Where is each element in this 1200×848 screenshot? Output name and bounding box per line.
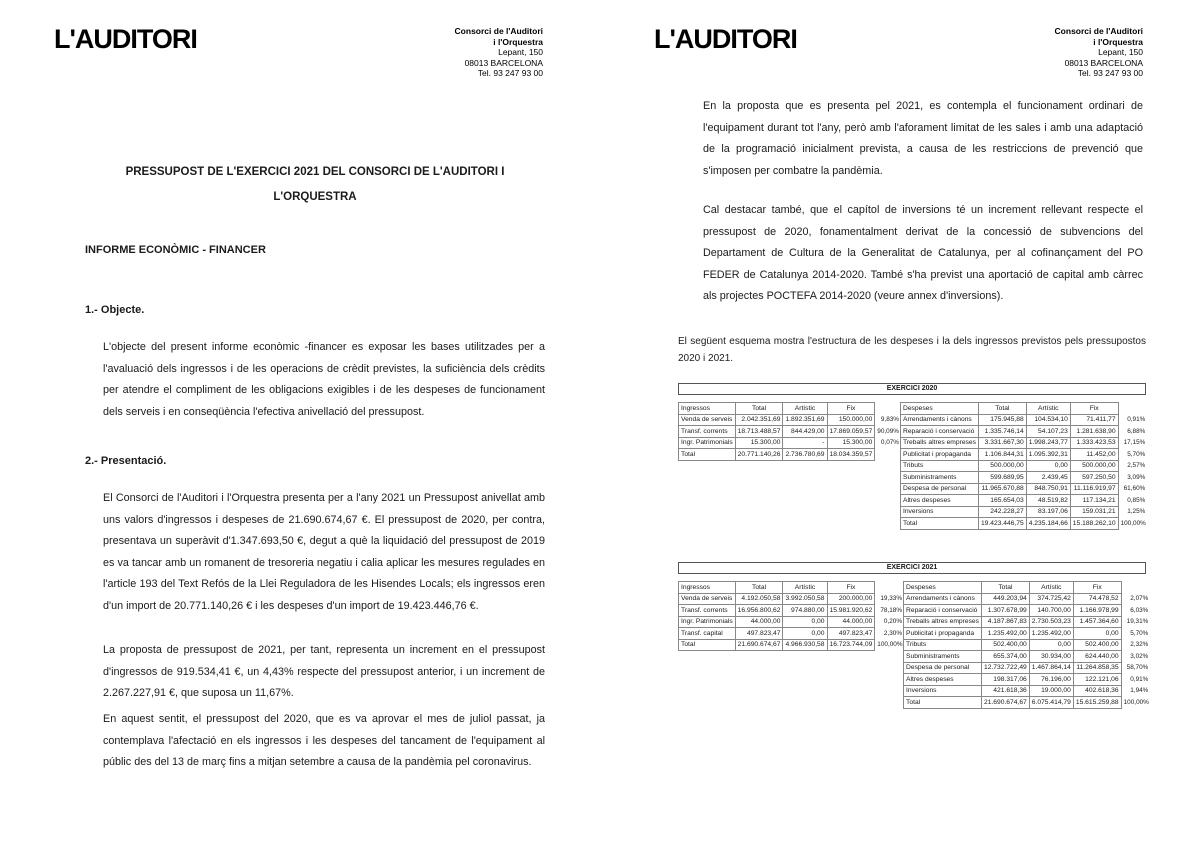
table-cell: 497.823,47: [827, 628, 875, 640]
percent-cell: 6,03%: [1130, 606, 1149, 614]
table-cell: 402.618,36: [1073, 685, 1121, 697]
table-cell: 21.690.674,67: [735, 639, 783, 651]
exercici-2021-tables: [678, 581, 1149, 709]
table-cell: 449.203,94: [982, 593, 1030, 605]
table-cell: 12.732.722,49: [982, 662, 1030, 674]
percent-cell: 5,70%: [1127, 450, 1146, 458]
percent-cell: [875, 449, 900, 461]
table-cell: Publicitat i propaganda: [904, 628, 982, 640]
column-header: Ingressos: [679, 403, 736, 415]
table-cell: 175.945,88: [978, 414, 1026, 426]
percent-cell: 61,60%: [1123, 485, 1146, 493]
org-name-line: i l'Orquestra: [1093, 36, 1143, 47]
column-header: Fix: [1073, 582, 1121, 594]
header-row: [904, 582, 1149, 594]
section2-paragraph1: El Consorci de l'Auditori i l'Orquestra presenta per a l'any 2021 un Pressupost anivellat amb uns valors d'ingressos i despeses de 21.690.674,67 €. El pressupost de 2020, per contra, presentava un superàvit d'1.347.693,50 €, degut a què la liquidació del pressupost de 2019 es va tancar amb un romanent de tresoreria negatiu i calia aplicar les mesures regulades en l'article 193 del Text Refós de la Llei Reguladora de les Hisendes Locals; els ingressos eren d'un import de 20.771.140,26 € i les despeses d'un import de 19.423.446,76 €.: [103, 492, 545, 612]
table-cell: 0,00: [1026, 460, 1070, 472]
exercici-2021-block: [678, 562, 1149, 709]
table-cell: 4.235.184,66: [1026, 518, 1070, 530]
percent-cell: 6,88%: [1127, 427, 1146, 435]
table-cell: 1.307.678,99: [982, 605, 1030, 617]
percent-cell: 2,30%: [883, 629, 903, 637]
table-row: [679, 616, 903, 628]
table-row: [900, 449, 1145, 461]
percent-cell: 3,02%: [1130, 652, 1149, 660]
column-header: Despeses: [904, 582, 982, 594]
table-cell: 15.981.920,62: [827, 605, 875, 617]
table-row: [679, 449, 900, 461]
percent-cell: 0,91%: [1130, 675, 1149, 683]
table-cell: 1.106.844,31: [978, 449, 1026, 461]
table-cell: 19.000,00: [1029, 685, 1073, 697]
percent-spacer: [875, 403, 900, 415]
table-cell: 71.411,77: [1070, 414, 1118, 426]
table-cell: 599.689,95: [978, 472, 1026, 484]
percent-cell: 1,94%: [1130, 687, 1149, 695]
table-cell: Subministraments: [904, 651, 982, 663]
table-cell: 4.966.930,58: [783, 639, 827, 651]
column-header: Total: [978, 403, 1026, 415]
table-row: [904, 697, 1149, 709]
table-cell: 165.654,03: [978, 495, 1026, 507]
table-cell: 655.374,00: [982, 651, 1030, 663]
table-cell: 6.075.414,79: [1029, 697, 1073, 709]
percent-spacer: [875, 582, 903, 594]
percent-cell: 0,07%: [880, 439, 899, 447]
table-cell: 104.534,10: [1026, 414, 1070, 426]
table-row: [679, 605, 903, 617]
document-subtitle: INFORME ECONÒMIC - FINANCER: [85, 244, 266, 256]
section2-heading: 2.- Presentació.: [85, 455, 167, 467]
percent-cell: 2,57%: [1127, 462, 1146, 470]
document-page-right: [600, 0, 1200, 848]
column-header: Fix: [827, 403, 875, 415]
table-cell: Despesa de personal: [904, 662, 982, 674]
table-row: [679, 628, 903, 640]
table-row: [679, 437, 900, 449]
exercici-2020-tables: [678, 402, 1146, 530]
table-cell: Subministraments: [900, 472, 978, 484]
table-cell: 2.439,45: [1026, 472, 1070, 484]
table-cell: Publicitat i propaganda: [900, 449, 978, 461]
column-header: Total: [735, 582, 783, 594]
column-header: Fix: [827, 582, 875, 594]
address-street: Lepant, 150: [498, 47, 543, 57]
percent-cell: 78,18%: [880, 606, 903, 614]
table-cell: 15.300,00: [735, 437, 783, 449]
table-cell: 497.823,47: [735, 628, 783, 640]
section2-paragraph2: La proposta de pressupost de 2021, per tant, representa un increment en el pressupost d'ingressos de 919.534,41 €, un 4,43% respecte del pressupost anterior, i un increment de 2.267.227,91 €, que suposa un 11,67%.: [103, 644, 545, 699]
column-header: Artístic: [1026, 403, 1070, 415]
table-cell: 44.000,00: [735, 616, 783, 628]
table-row: [904, 674, 1149, 686]
table-cell: 74.478,52: [1073, 593, 1121, 605]
table-cell: Transf. corrents: [679, 426, 736, 438]
table-cell: 117.134,21: [1070, 495, 1118, 507]
table-cell: Treballs altres empreses: [900, 437, 978, 449]
table-cell: 83.197,06: [1026, 506, 1070, 518]
percent-cell: 2,32%: [1130, 641, 1149, 649]
table-cell: 374.725,42: [1029, 593, 1073, 605]
table-cell: Altres despeses: [900, 495, 978, 507]
percent-spacer: [1118, 403, 1146, 415]
percent-cell: 19,33%: [880, 595, 903, 603]
document-title-line1: PRESSUPOST DE L'EXERCICI 2021 DEL CONSORCI DE L'AUDITORI I: [125, 166, 505, 178]
table-cell: 4.187.867,83: [982, 616, 1030, 628]
table-row: [900, 506, 1145, 518]
table-row: [679, 414, 900, 426]
table-cell: 0,00: [1073, 628, 1121, 640]
table-row: [900, 460, 1145, 472]
percent-cell: 1,25%: [1127, 508, 1146, 516]
table-cell: 76.196,00: [1029, 674, 1073, 686]
table-cell: Arrendaments i cànons: [904, 593, 982, 605]
table-row: [904, 651, 1149, 663]
percent-cell: 100,00%: [1123, 698, 1149, 706]
address-phone: Tel. 93 247 93 00: [477, 68, 543, 78]
document-title-line2: L'ORQUESTRA: [273, 191, 357, 203]
table-cell: 1.166.978,99: [1073, 605, 1121, 617]
column-header: Artístic: [783, 403, 827, 415]
percent-cell: 90,09%: [877, 427, 899, 435]
table-cell: 16.956.800,62: [735, 605, 783, 617]
percent-spacer: [1121, 582, 1149, 594]
table-cell: 0,00: [783, 616, 827, 628]
table-cell: 1.457.364,60: [1073, 616, 1121, 628]
tables-intro: El següent esquema mostra l'estructura de les despeses i la dels ingressos previstos pels pressupostos 2020 i 2021.: [678, 336, 1146, 364]
header-row: [679, 582, 903, 594]
table-cell: 198.317,06: [982, 674, 1030, 686]
table-cell: 11.264.858,35: [1073, 662, 1121, 674]
table-cell: 3.992.050,58: [783, 593, 827, 605]
table-row: [904, 662, 1149, 674]
table-cell: 44.000,00: [827, 616, 875, 628]
table-cell: Despesa de personal: [900, 483, 978, 495]
table-cell: 18.713.488,57: [735, 426, 783, 438]
right-paragraph2: Cal destacar també, que el capítol de inversions té un increment rellevant respecte el pressupost de 2020, fonamentalment derivat de la concessió de subvencions del Departament de Cultura de la Generalitat de Catalunya, per al cofinançament del PO FEDER de Catalunya 2014-2020. També s'ha previst una aportació de capital amb càrrec als projectes POCTEFA 2014-2020 (veure annex d'inversions).: [703, 204, 1143, 302]
table-cell: -: [783, 437, 827, 449]
letterhead-address: [1055, 26, 1143, 79]
table-cell: 140.700,00: [1029, 605, 1073, 617]
table-cell: 54.107,23: [1026, 426, 1070, 438]
table-cell: Altres despeses: [904, 674, 982, 686]
table-cell: 1.095.392,31: [1026, 449, 1070, 461]
percent-cell: 3,09%: [1127, 473, 1146, 481]
percent-cell: 2,07%: [1130, 595, 1149, 603]
table-cell: 1.335.746,14: [978, 426, 1026, 438]
org-name-line: Consorci de l'Auditori: [454, 26, 543, 36]
table-row: [904, 593, 1149, 605]
right-paragraph1: En la proposta que es presenta pel 2021, es contempla el funcionament ordinari de l'equipament durant tot l'any, però amb l'aforament limitat de les sales i amb una adaptació de la programació inicialment prevista, a causa de les restriccions de prevenció que s'imposen per combatre la pandèmia.: [703, 100, 1143, 177]
exercici-2021-title: EXERCICI 2021: [678, 562, 1146, 574]
despeses-2020-table: [900, 402, 1146, 530]
table-cell: 11.965.670,88: [978, 483, 1026, 495]
table-cell: 19.423.446,75: [978, 518, 1026, 530]
table-row: [679, 426, 900, 438]
table-cell: 421.618,36: [982, 685, 1030, 697]
auditori-logo: L'AUDITORI: [654, 24, 797, 54]
table-cell: 20.771.140,26: [735, 449, 783, 461]
ingressos-2021-table: [678, 581, 903, 651]
table-row: [900, 472, 1145, 484]
address-city: 08013 BARCELONA: [464, 57, 543, 68]
table-cell: 4.192.050,58: [735, 593, 783, 605]
address-street: Lepant, 150: [1098, 47, 1143, 57]
percent-cell: 58,70%: [1126, 664, 1149, 672]
table-cell: 11.116.919,97: [1070, 483, 1118, 495]
table-cell: 18.034.359,57: [827, 449, 875, 461]
table-cell: 0,00: [1029, 639, 1073, 651]
table-cell: 597.250,50: [1070, 472, 1118, 484]
table-cell: 30.934,00: [1029, 651, 1073, 663]
table-cell: 1.235.492,00: [1029, 628, 1073, 640]
percent-cell: 0,85%: [1127, 496, 1146, 504]
table-row: [679, 639, 903, 651]
document-title: [85, 160, 545, 210]
section1-heading: 1.- Objecte.: [85, 304, 145, 316]
table-cell: Ingr. Patrimonials: [679, 616, 736, 628]
column-header: Fix: [1070, 403, 1118, 415]
table-cell: Tributs: [900, 460, 978, 472]
table-cell: 1.998.243,77: [1026, 437, 1070, 449]
table-row: [904, 616, 1149, 628]
table-cell: 150.000,00: [827, 414, 875, 426]
table-cell: Inversions: [900, 506, 978, 518]
table-cell: 15.615.259,88: [1073, 697, 1121, 709]
auditori-logo: L'AUDITORI: [54, 24, 197, 54]
table-cell: 200.000,00: [827, 593, 875, 605]
table-cell: 974.880,00: [783, 605, 827, 617]
table-cell: Total: [900, 518, 978, 530]
table-row: [900, 414, 1145, 426]
table-cell: Transf. corrents: [679, 605, 736, 617]
table-cell: Inversions: [904, 685, 982, 697]
column-header: Artístic: [783, 582, 827, 594]
table-cell: 16.723.744,09: [827, 639, 875, 651]
table-cell: 122.121,06: [1073, 674, 1121, 686]
table-cell: Reparació i conservació: [904, 605, 982, 617]
table-cell: Total: [679, 639, 736, 651]
column-header: Artístic: [1029, 582, 1073, 594]
org-name-line: Consorci de l'Auditori: [1054, 26, 1143, 36]
table-cell: 17.869.059,57: [827, 426, 875, 438]
exercici-2020-block: [678, 383, 1146, 530]
table-row: [904, 685, 1149, 697]
table-cell: 844.429,00: [783, 426, 827, 438]
table-row: [904, 628, 1149, 640]
table-cell: 500.000,00: [978, 460, 1026, 472]
table-cell: Tributs: [904, 639, 982, 651]
percent-cell: 100,00%: [1120, 519, 1146, 527]
table-row: [900, 495, 1145, 507]
column-header: Total: [735, 403, 783, 415]
table-cell: 21.690.674,67: [982, 697, 1030, 709]
table-cell: Arrendaments i cànons: [900, 414, 978, 426]
table-cell: Ingr. Patrimonials: [679, 437, 736, 449]
percent-cell: 9,83%: [880, 416, 899, 424]
percent-cell: 17,15%: [1123, 439, 1146, 447]
table-cell: Total: [679, 449, 736, 461]
address-city: 08013 BARCELONA: [1064, 57, 1143, 68]
ingressos-2020-table: [678, 402, 900, 461]
section2-paragraph3: En aquest sentit, el pressupost del 2020, que es va aprovar el mes de juliol passat, ja contemplava l'afectació en els ingressos i les despeses del tancament de l'equipament al públic des del 13 de març fins a mitjan setembre a causa de la pandèmia pel coronavirus.: [103, 713, 545, 768]
table-cell: 1.467.864,14: [1029, 662, 1073, 674]
table-cell: Reparació i conservació: [900, 426, 978, 438]
table-cell: Venda de serveis: [679, 414, 736, 426]
table-cell: 502.400,00: [982, 639, 1030, 651]
header-row: [679, 403, 900, 415]
table-cell: 500.000,00: [1070, 460, 1118, 472]
letterhead-address: [455, 26, 543, 79]
percent-cell: 0,91%: [1127, 416, 1146, 424]
column-header: Despeses: [900, 403, 978, 415]
table-cell: 2.042.351,69: [735, 414, 783, 426]
table-cell: Total: [904, 697, 982, 709]
table-row: [900, 437, 1145, 449]
table-row: [900, 518, 1145, 530]
table-cell: 242.228,27: [978, 506, 1026, 518]
section1-paragraph: L'objecte del present informe econòmic -financer es exposar les bases utilitzades per a l'avaluació dels ingressos i de les operacions de crèdit previstes, la suficiència dels crèdits per atendre el compliment de les obligacions exigibles i de les despeses de funcionament dels serveis i en conseqüència l'efectiva anivellació del pressupost.: [103, 341, 545, 418]
table-cell: 3.331.667,30: [978, 437, 1026, 449]
percent-cell: 0,20%: [883, 618, 903, 626]
table-cell: 0,00: [783, 628, 827, 640]
table-cell: 15.300,00: [827, 437, 875, 449]
table-cell: 1.333.423,53: [1070, 437, 1118, 449]
table-cell: 1.235.492,00: [982, 628, 1030, 640]
table-cell: 15.188.262,10: [1070, 518, 1118, 530]
column-header: Ingressos: [679, 582, 736, 594]
table-cell: 624.440,00: [1073, 651, 1121, 663]
table-cell: 1.281.638,90: [1070, 426, 1118, 438]
despeses-2021-table: [903, 581, 1149, 709]
percent-cell: 100,00%: [877, 641, 903, 649]
org-name-line: i l'Orquestra: [493, 36, 543, 47]
table-row: [904, 605, 1149, 617]
table-row: [900, 426, 1145, 438]
table-cell: 502.400,00: [1073, 639, 1121, 651]
table-cell: Transf. capital: [679, 628, 736, 640]
address-phone: Tel. 93 247 93 00: [1077, 68, 1143, 78]
table-cell: Treballs altres empreses: [904, 616, 982, 628]
percent-cell: 5,70%: [1130, 629, 1149, 637]
table-cell: 2.736.780,69: [783, 449, 827, 461]
table-cell: 11.452,00: [1070, 449, 1118, 461]
column-header: Total: [982, 582, 1030, 594]
table-cell: 848.750,91: [1026, 483, 1070, 495]
table-row: [900, 483, 1145, 495]
table-cell: 48.519,82: [1026, 495, 1070, 507]
header-row: [900, 403, 1145, 415]
table-cell: Venda de serveis: [679, 593, 736, 605]
table-cell: 1.892.351,69: [783, 414, 827, 426]
percent-cell: 19,31%: [1126, 618, 1149, 626]
table-row: [904, 639, 1149, 651]
table-cell: 2.730.503,23: [1029, 616, 1073, 628]
exercici-2020-title: EXERCICI 2020: [678, 383, 1146, 395]
table-cell: 159.031,21: [1070, 506, 1118, 518]
table-row: [679, 593, 903, 605]
